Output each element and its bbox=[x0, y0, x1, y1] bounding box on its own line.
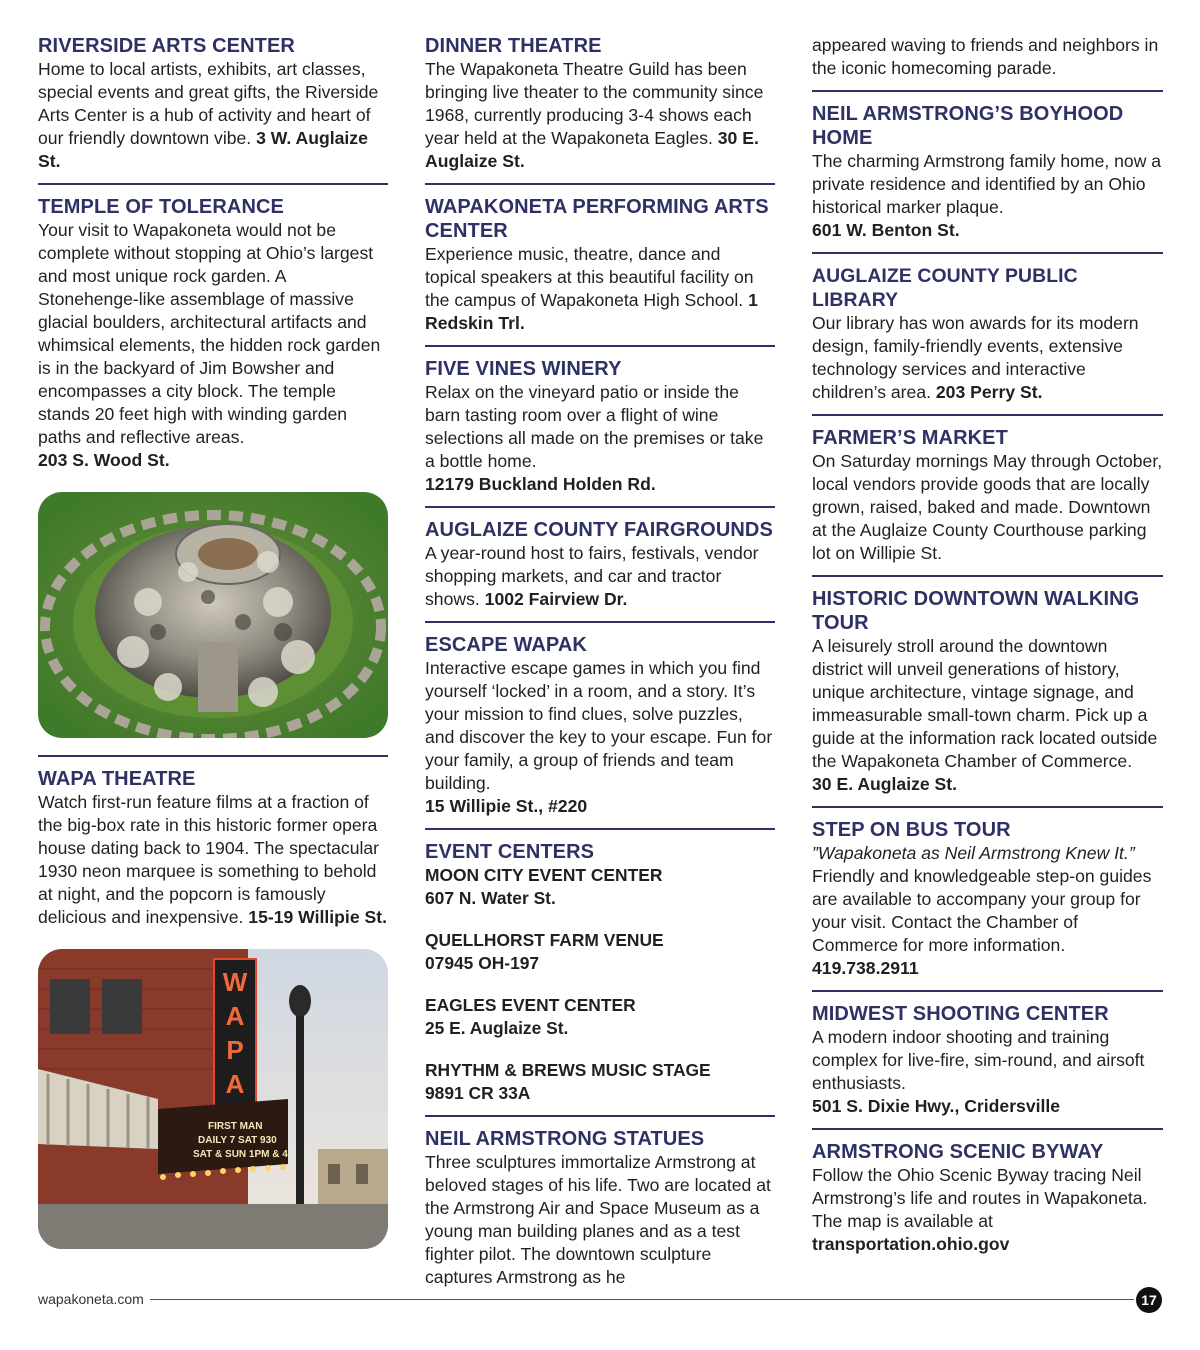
section-divider bbox=[38, 183, 388, 185]
entry-body: ”Wapakoneta as Neil Armstrong Knew It.” Friendly and knowledgeable step-on guides are available to accompany your group for your visit. Contact the Chamber of Commerce for more information. 419.738.2911 bbox=[812, 843, 1152, 978]
entry-wapa-theatre bbox=[38, 761, 388, 929]
marquee-letter: P bbox=[226, 1035, 244, 1065]
entry-body: Watch first-run feature films at a fraction of the big-box rate in this historic former opera house dating back to 1904. The spectacular 1930 neon marquee is something to behold at night, and the popcorn is famously delicious and inexpensive. 15-19 Willipie St. bbox=[38, 792, 387, 927]
entry-title: RIVERSIDE ARTS CENTER bbox=[38, 35, 295, 57]
phone-number[interactable]: 419.738.2911 bbox=[812, 958, 919, 978]
event-center-address: 25 E. Auglaize St. bbox=[425, 1018, 569, 1038]
entry-address: 12179 Buckland Holden Rd. bbox=[425, 474, 656, 494]
entry-address: 601 W. Benton St. bbox=[812, 220, 960, 240]
marquee-letter: W bbox=[222, 967, 248, 997]
entry-bus-tour bbox=[812, 812, 1163, 980]
entry-address: 1002 Fairview Dr. bbox=[484, 589, 628, 609]
entry-title: MIDWEST SHOOTING CENTER bbox=[812, 1003, 1109, 1025]
entry-body: Our library has won awards for its modern design, family-friendly events, extensive technology services and interactive children’s area. 203 Perry St. bbox=[812, 313, 1139, 402]
entry-event-centers bbox=[425, 834, 775, 1105]
entry-performing-arts-center bbox=[425, 189, 775, 335]
event-center-name: MOON CITY EVENT CENTER bbox=[425, 865, 663, 885]
event-center-item bbox=[425, 864, 775, 910]
entry-body: A leisurely stroll around the downtown district will unveil generations of history, unique architecture, vintage signage, and immeasurable small-town charm. Pick up a guide at the information rack located outside the Wapakoneta Chamber of Commerce. bbox=[812, 636, 1158, 771]
entry-title: ARMSTRONG SCENIC BYWAY bbox=[812, 1141, 1104, 1163]
continued-text: appeared waving to friends and neighbors in the iconic homecoming parade. bbox=[812, 35, 1159, 78]
entry-body: Follow the Ohio Scenic Byway tracing Neil Armstrong’s life and routes in Wapakoneta. The map is available at bbox=[812, 1165, 1148, 1231]
entry-title: NEIL ARMSTRONG’S BOYHOOD HOME bbox=[812, 103, 1124, 149]
entry-riverside-arts-center bbox=[38, 34, 388, 173]
byway-link[interactable]: transportation.ohio.gov bbox=[812, 1234, 1010, 1254]
entry-address: 15 Willipie St., #220 bbox=[425, 796, 588, 816]
footer-rule bbox=[150, 1299, 1134, 1300]
entry-escape-wapak bbox=[425, 627, 775, 818]
marquee-line: FIRST MAN bbox=[208, 1121, 263, 1132]
entry-farmers-market bbox=[812, 420, 1163, 565]
wapa-theatre-photo bbox=[38, 949, 388, 1249]
page-footer bbox=[38, 1287, 1162, 1311]
event-center-address: 607 N. Water St. bbox=[425, 888, 556, 908]
entry-title: WAPAKONETA PERFORMING ARTS CENTER bbox=[425, 196, 769, 242]
entry-five-vines-winery bbox=[425, 351, 775, 496]
entry-title: WAPA THEATRE bbox=[38, 768, 196, 790]
section-divider bbox=[812, 990, 1163, 992]
entry-body: The Wapakoneta Theatre Guild has been bringing live theater to the community since 1968, currently producing 3-4 shows each year held at the Wapakoneta Eagles. 30 E. Auglaize St. bbox=[425, 59, 764, 171]
entry-title: EVENT CENTERS bbox=[425, 841, 595, 863]
entry-title: FIVE VINES WINERY bbox=[425, 358, 622, 380]
event-center-name: QUELLHORST FARM VENUE bbox=[425, 930, 664, 950]
marquee-line: DAILY 7 SAT 930 bbox=[198, 1135, 277, 1146]
entry-body: Three sculptures immortalize Armstrong at beloved stages of his life. Two are located at the Armstrong Air and Space Museum as a young man building planes and as a test fighter pilot. The downtown sculpture captures Armstrong as he bbox=[425, 1152, 771, 1287]
entry-title: AUGLAIZE COUNTY PUBLIC LIBRARY bbox=[812, 265, 1078, 311]
event-center-address: 9891 CR 33A bbox=[425, 1083, 531, 1103]
entry-public-library bbox=[812, 258, 1163, 404]
column-1 bbox=[38, 34, 388, 1249]
entry-address: 30 E. Auglaize St. bbox=[812, 774, 958, 794]
section-divider bbox=[812, 575, 1163, 577]
section-divider bbox=[425, 183, 775, 185]
entry-body: Experience music, theatre, dance and topical speakers at this beautiful facility on the campus of Wapakoneta High School. 1 Redskin Trl. bbox=[425, 244, 758, 333]
section-divider bbox=[425, 345, 775, 347]
section-divider bbox=[812, 252, 1163, 254]
marquee-line: SAT & SUN 1PM & 4 bbox=[193, 1149, 288, 1160]
entry-address: 3 W. Auglaize St. bbox=[38, 128, 368, 171]
marquee-letter: A bbox=[225, 1069, 245, 1099]
section-divider bbox=[38, 755, 388, 757]
entry-boyhood-home bbox=[812, 96, 1163, 242]
event-center-item bbox=[425, 1059, 775, 1105]
entry-title: TEMPLE OF TOLERANCE bbox=[38, 196, 284, 218]
marquee-letter: A bbox=[225, 1001, 245, 1031]
section-divider bbox=[425, 621, 775, 623]
page-number: 17 bbox=[1136, 1287, 1162, 1313]
entry-armstrong-statues bbox=[425, 1121, 775, 1289]
entry-title: NEIL ARMSTRONG STATUES bbox=[425, 1128, 705, 1150]
entry-dinner-theatre bbox=[425, 34, 775, 173]
section-divider bbox=[812, 806, 1163, 808]
entry-body: Home to local artists, exhibits, art classes, special events and great gifts, the Riverside Arts Center is a hub of activity and heart of our friendly downtown vibe. 3 W. Auglaize St. bbox=[38, 59, 379, 171]
event-center-name: RHYTHM & BREWS MUSIC STAGE bbox=[425, 1060, 711, 1080]
event-center-item bbox=[425, 994, 775, 1040]
entry-body: On Saturday mornings May through October, local vendors provide goods that are locally grown, raised, baked and made. Downtown at the Auglaize County Courthouse parking lot on Willipie St. bbox=[812, 451, 1163, 563]
column-3 bbox=[812, 34, 1163, 1256]
entry-body: Interactive escape games in which you find yourself ‘locked’ in a room, and a story. It’s your mission to find clues, solve puzzles, and discover the key to your escape. Fun for your family, a group of friends and team building. bbox=[425, 658, 773, 793]
entry-title: ESCAPE WAPAK bbox=[425, 634, 587, 656]
event-center-name: EAGLES EVENT CENTER bbox=[425, 995, 636, 1015]
entry-address: 15-19 Willipie St. bbox=[248, 907, 387, 927]
entry-address: 501 S. Dixie Hwy., Cridersville bbox=[812, 1096, 1061, 1116]
section-divider bbox=[812, 90, 1163, 92]
entry-title: FARMER’S MARKET bbox=[812, 427, 1008, 449]
section-divider bbox=[425, 1115, 775, 1117]
temple-of-tolerance-photo bbox=[38, 492, 388, 738]
section-divider bbox=[425, 506, 775, 508]
entry-title: AUGLAIZE COUNTY FAIRGROUNDS bbox=[425, 519, 773, 541]
footer-url[interactable]: wapakoneta.com bbox=[38, 1291, 144, 1307]
entry-body: Your visit to Wapakoneta would not be complete without stopping at Ohio’s largest and most unique rock garden. A Stonehenge-like assemblage of massive glacial boulders, architectural artifacts and whimsical elements, the hidden rock garden is in the backyard of Jim Bowsher and encompasses a city block. The temple stands 20 feet high with winding garden paths and reflective areas. bbox=[38, 220, 381, 447]
entry-address: 203 Perry St. bbox=[935, 382, 1043, 402]
entry-walking-tour bbox=[812, 581, 1163, 796]
section-divider bbox=[425, 828, 775, 830]
event-center-item bbox=[425, 929, 775, 975]
entry-body: The charming Armstrong family home, now a private residence and identified by an Ohio historical marker plaque. bbox=[812, 151, 1162, 217]
entry-scenic-byway bbox=[812, 1134, 1163, 1256]
entry-body: A modern indoor shooting and training complex for live-fire, sim-round, and airsoft enthusiasts. bbox=[812, 1027, 1145, 1093]
entry-address: 30 E. Auglaize St. bbox=[425, 128, 759, 171]
event-center-address: 07945 OH-197 bbox=[425, 953, 540, 973]
entry-title: HISTORIC DOWNTOWN WALKING TOUR bbox=[812, 588, 1140, 634]
entry-address: 203 S. Wood St. bbox=[38, 450, 170, 470]
section-divider bbox=[812, 414, 1163, 416]
entry-shooting-center bbox=[812, 996, 1163, 1118]
column-2 bbox=[425, 34, 775, 1289]
entry-body: A year-round host to fairs, festivals, vendor shopping markets, and car and tractor shows. 1002 Fairview Dr. bbox=[425, 543, 759, 609]
entry-fairgrounds bbox=[425, 512, 775, 611]
entry-temple-of-tolerance bbox=[38, 189, 388, 472]
entry-address: 1 Redskin Trl. bbox=[425, 290, 758, 333]
entry-body: Relax on the vineyard patio or inside the barn tasting room over a flight of wine selections all made on the premises or take a bottle home. bbox=[425, 382, 764, 471]
entry-title: STEP ON BUS TOUR bbox=[812, 819, 1011, 841]
entry-title: DINNER THEATRE bbox=[425, 35, 602, 57]
section-divider bbox=[812, 1128, 1163, 1130]
bus-tour-quote: ”Wapakoneta as Neil Armstrong Knew It.” bbox=[812, 843, 1135, 863]
